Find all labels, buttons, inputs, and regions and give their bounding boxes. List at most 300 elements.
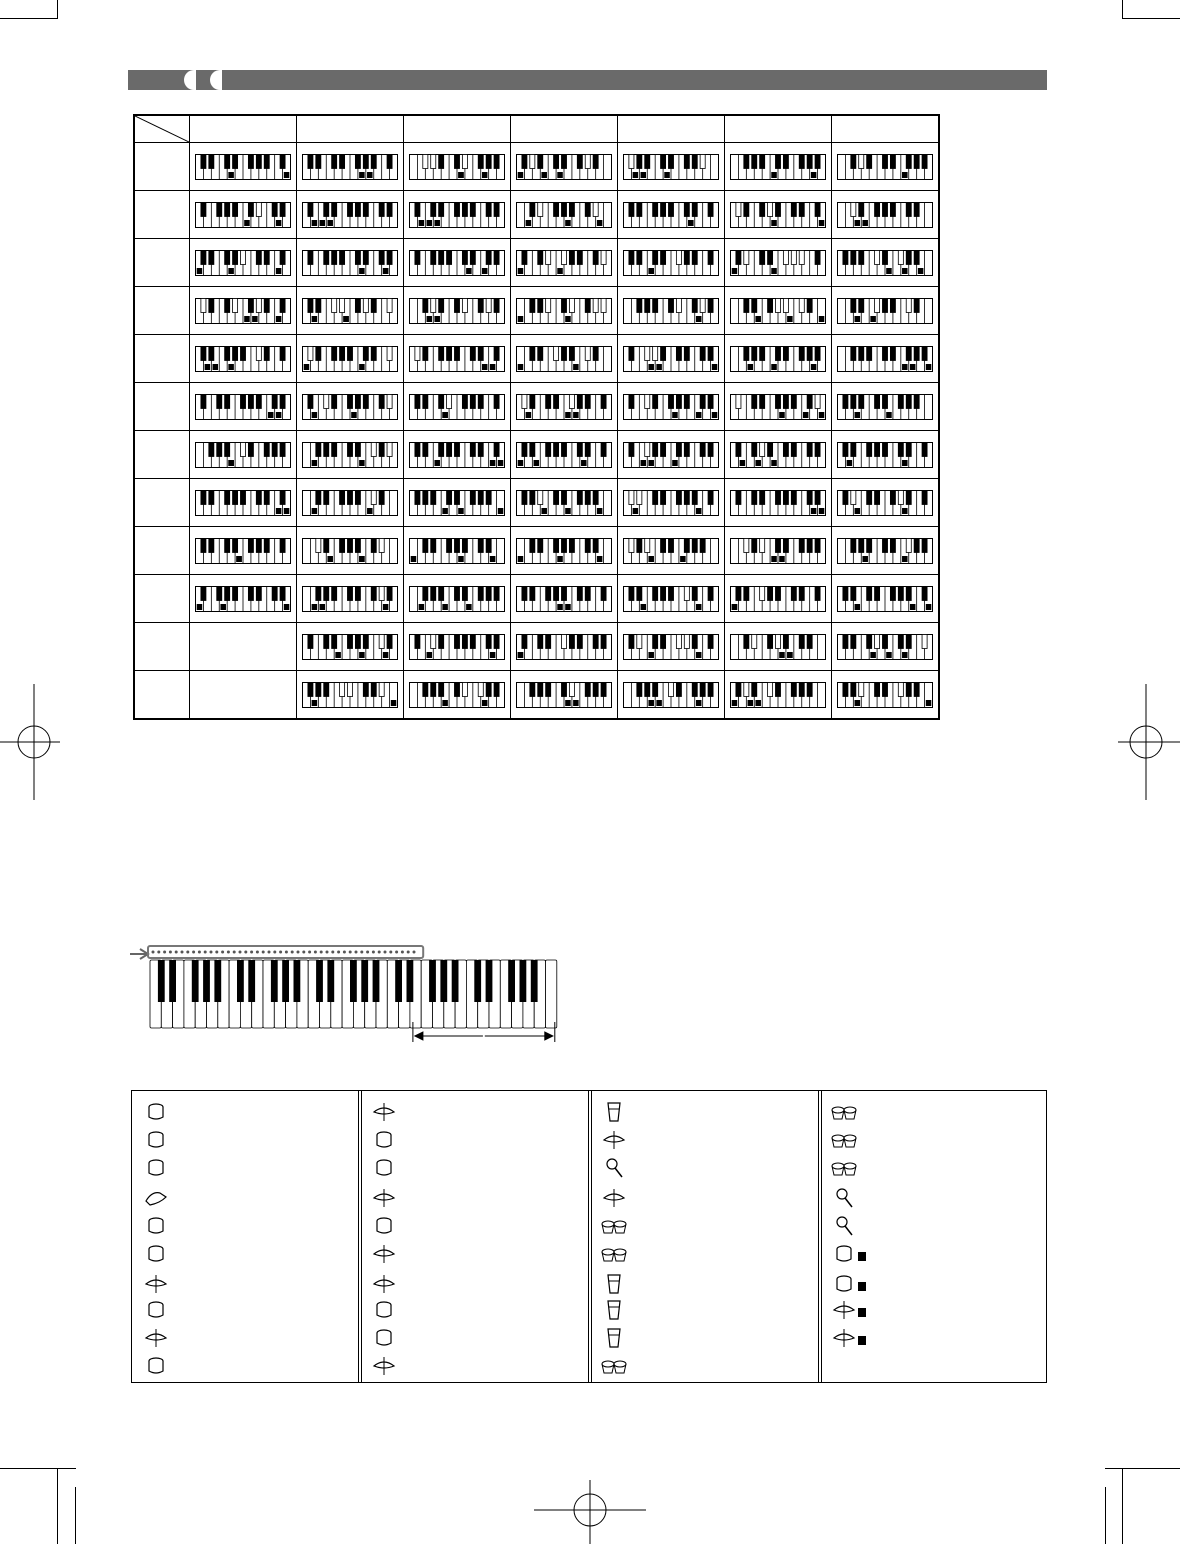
drum-mini-icon: [413, 951, 416, 954]
chord-cell: [297, 287, 404, 335]
drum-mini-icon: [210, 951, 213, 954]
drum-mini-icon: [215, 951, 218, 954]
chord-cell: [404, 623, 511, 671]
drum-mini-icon: [221, 951, 224, 954]
chord-cell: [511, 383, 618, 431]
black-key: [361, 960, 368, 1002]
mini-keyboard-icon: [837, 634, 933, 660]
drum-mini-icon: [401, 951, 404, 954]
ride-cymbal-icon: [598, 1185, 638, 1211]
chord-cell: [618, 575, 725, 623]
chord-cell: [297, 191, 404, 239]
bass-drum-alt-icon: [828, 1241, 868, 1267]
chord-cell: [404, 575, 511, 623]
registration-mark: [1118, 684, 1180, 800]
chord-cell: [297, 479, 404, 527]
chord-cell: [297, 143, 404, 191]
black-key: [373, 960, 380, 1002]
column-header: [190, 115, 297, 143]
chord-cell: [832, 479, 940, 527]
chord-cell: [832, 431, 940, 479]
drum-mini-icon: [343, 951, 346, 954]
table-row: [134, 191, 939, 239]
mini-keyboard-icon: [837, 538, 933, 564]
crop-mark: [1122, 18, 1180, 19]
low-tom-icon: [140, 1353, 180, 1379]
drum-mini-icon: [372, 951, 375, 954]
chord-cell: [190, 383, 297, 431]
drum-mini-icon: [227, 951, 230, 954]
black-key: [327, 960, 334, 1002]
chord-cell: [832, 623, 940, 671]
mini-keyboard-icon: [837, 586, 933, 612]
drum-mini-icon: [355, 951, 358, 954]
drum-mini-icon: [320, 951, 323, 954]
drum-mini-icon: [181, 951, 184, 954]
bongo-low-icon: [598, 1241, 638, 1267]
chord-cell: [404, 671, 511, 720]
mini-keyboard-icon: [623, 490, 719, 516]
mini-keyboard-icon: [623, 442, 719, 468]
drum-mini-icon: [175, 951, 178, 954]
chord-cell: [404, 143, 511, 191]
row-header: [134, 287, 190, 335]
drum-mini-icon: [204, 951, 207, 954]
mini-keyboard-icon: [623, 586, 719, 612]
mini-keyboard-icon: [837, 490, 933, 516]
column-divider: [588, 1091, 592, 1382]
chord-cell: [725, 191, 832, 239]
splash-cymbal-icon: [368, 1353, 408, 1379]
chord-cell: [832, 671, 940, 720]
chord-cell: [832, 383, 940, 431]
black-key: [508, 960, 515, 1002]
chord-cell: [404, 527, 511, 575]
mini-keyboard-icon: [516, 490, 612, 516]
black-key: [429, 960, 436, 1002]
mini-keyboard-icon: [409, 298, 505, 324]
chord-cell: [190, 527, 297, 575]
mini-keyboard-icon: [195, 202, 291, 228]
chord-cell: [404, 431, 511, 479]
drum-mini-icon: [239, 951, 242, 954]
mini-keyboard-icon: [516, 538, 612, 564]
mini-keyboard-icon: [837, 250, 933, 276]
ride-cymbal-icon: [368, 1241, 408, 1267]
chord-cell: [297, 431, 404, 479]
chord-cell: [618, 431, 725, 479]
drum-mini-icon: [326, 951, 329, 954]
drum-mini-icon: [314, 951, 317, 954]
row-header: [134, 143, 190, 191]
mini-keyboard-icon: [730, 298, 826, 324]
mini-keyboard-icon: [730, 634, 826, 660]
table-row: [134, 335, 939, 383]
chord-cell: [618, 191, 725, 239]
column-header: [832, 115, 940, 143]
mini-keyboard-icon: [409, 586, 505, 612]
chord-cell: [190, 287, 297, 335]
mini-keyboard-icon: [516, 298, 612, 324]
chord-cell: [725, 239, 832, 287]
mini-keyboard-icon: [516, 346, 612, 372]
row-header: [134, 527, 190, 575]
mini-keyboard-icon: [730, 586, 826, 612]
row-header: [134, 239, 190, 287]
black-key: [395, 960, 402, 1002]
conga-mute-icon: [598, 1271, 638, 1297]
hihat-alt-icon: [828, 1297, 868, 1323]
chord-cell: [832, 575, 940, 623]
black-key: [407, 960, 414, 1002]
chord-cell: [832, 335, 940, 383]
column-header: [511, 115, 618, 143]
chord-cell: [725, 479, 832, 527]
bass-drum-icon: [140, 1099, 180, 1125]
maracas-icon: [828, 1213, 868, 1239]
agogo-high-icon: [828, 1127, 868, 1153]
mini-keyboard-icon: [302, 586, 398, 612]
high-tom-icon: [368, 1213, 408, 1239]
black-key: [531, 960, 538, 1002]
column-header: [297, 115, 404, 143]
table-row: [134, 287, 939, 335]
double-arrow-icon: [415, 1032, 553, 1040]
mid-tom-icon: [368, 1155, 408, 1181]
chord-cell: [404, 191, 511, 239]
chord-cell: [725, 287, 832, 335]
mini-keyboard-icon: [623, 538, 719, 564]
mini-keyboard-icon: [302, 250, 398, 276]
mini-keyboard-icon: [623, 154, 719, 180]
chord-cell: [190, 575, 297, 623]
mini-keyboard-icon: [516, 250, 612, 276]
mini-keyboard-icon: [195, 394, 291, 420]
mini-keyboard-icon: [516, 442, 612, 468]
column-header: [404, 115, 511, 143]
chord-cell: [297, 335, 404, 383]
mini-keyboard-icon: [623, 394, 719, 420]
chord-cell: [190, 335, 297, 383]
mini-keyboard-icon: [516, 202, 612, 228]
table-row: [134, 383, 939, 431]
chord-cell: [511, 191, 618, 239]
mini-keyboard-icon: [623, 202, 719, 228]
mini-keyboard-icon: [195, 154, 291, 180]
mini-keyboard-icon: [623, 634, 719, 660]
mini-keyboard-icon: [730, 682, 826, 708]
row-header: [134, 575, 190, 623]
chord-cell: [725, 431, 832, 479]
chord-cell: [511, 239, 618, 287]
crop-mark: [1105, 1487, 1106, 1544]
mini-keyboard-icon: [195, 538, 291, 564]
mini-keyboard-icon: [302, 442, 398, 468]
header-bar: [128, 70, 1047, 90]
chord-cell: [618, 479, 725, 527]
mini-keyboard-icon: [516, 634, 612, 660]
drum-mini-icon: [186, 951, 189, 954]
chord-cell: [832, 239, 940, 287]
drum-mini-icon: [360, 951, 363, 954]
chord-cell: [618, 623, 725, 671]
mini-keyboard-icon: [302, 538, 398, 564]
mini-keyboard-icon: [623, 346, 719, 372]
chord-cell: [190, 431, 297, 479]
table-row: [134, 239, 939, 287]
mini-keyboard-icon: [409, 490, 505, 516]
row-header: [134, 623, 190, 671]
mini-keyboard-icon: [837, 298, 933, 324]
chord-cell: [404, 335, 511, 383]
registration-mark: [0, 684, 60, 800]
mini-keyboard-icon: [837, 682, 933, 708]
chord-cell: [725, 335, 832, 383]
mini-keyboard-icon: [409, 154, 505, 180]
table-row: [134, 623, 939, 671]
chord-cell: [511, 671, 618, 720]
mini-keyboard-icon: [302, 346, 398, 372]
crash-cymbal-icon: [598, 1127, 638, 1153]
cabasa-icon: [828, 1185, 868, 1211]
table-header-row: [134, 115, 939, 143]
crop-mark: [1105, 1468, 1180, 1469]
mini-keyboard-icon: [837, 154, 933, 180]
drum-mini-icon: [331, 951, 334, 954]
column-header: [618, 115, 725, 143]
mini-keyboard-icon: [730, 346, 826, 372]
black-key: [316, 960, 323, 1002]
mini-keyboard-icon: [195, 442, 291, 468]
mini-keyboard-icon: [409, 682, 505, 708]
column-header: [725, 115, 832, 143]
vibraslap-icon: [598, 1155, 638, 1181]
chord-cell: [618, 287, 725, 335]
closed-hihat-icon: [140, 1271, 180, 1297]
timbale-low-icon: [828, 1099, 868, 1125]
hand-clap-icon: [140, 1185, 180, 1211]
full-keyboard-icon: [130, 942, 570, 1046]
mini-keyboard-icon: [302, 490, 398, 516]
drum-mini-icon: [389, 951, 392, 954]
mini-keyboard-icon: [730, 154, 826, 180]
tambourine-icon: [368, 1325, 408, 1351]
chord-cell: [297, 575, 404, 623]
drum-mini-icon: [273, 951, 276, 954]
chord-cell: [511, 335, 618, 383]
ride-bell-icon: [368, 1297, 408, 1323]
crop-mark: [57, 0, 58, 18]
black-key: [214, 960, 221, 1002]
conga-open-icon: [598, 1297, 638, 1323]
chord-cell: [404, 383, 511, 431]
mini-keyboard-icon: [409, 442, 505, 468]
chord-cell: [511, 527, 618, 575]
drum-mini-icon: [366, 951, 369, 954]
row-header: [134, 191, 190, 239]
chord-cell: [190, 671, 297, 720]
chord-cell: [725, 143, 832, 191]
chord-cell: [618, 527, 725, 575]
chord-cell: [832, 191, 940, 239]
bongo-high-icon: [598, 1213, 638, 1239]
black-key: [271, 960, 278, 1002]
black-key: [158, 960, 165, 1002]
mid-tom-icon: [368, 1127, 408, 1153]
chord-cell: [618, 335, 725, 383]
snare-drum-icon: [140, 1213, 180, 1239]
drum-mini-icon: [157, 951, 160, 954]
black-key: [440, 960, 447, 1002]
chord-table: [133, 114, 940, 720]
mini-keyboard-icon: [195, 250, 291, 276]
black-key: [192, 960, 199, 1002]
drum-mini-icon: [198, 951, 201, 954]
registration-mark: [534, 1480, 646, 1544]
mini-keyboard-icon: [302, 634, 398, 660]
timbale-high-icon: [598, 1353, 638, 1379]
cowbell-icon: [598, 1099, 638, 1125]
mini-keyboard-icon: [837, 346, 933, 372]
drum-mini-icon: [169, 951, 172, 954]
crop-mark: [1122, 1468, 1123, 1544]
crop-mark: [57, 1468, 58, 1544]
mini-keyboard-icon: [837, 394, 933, 420]
mini-keyboard-icon: [409, 346, 505, 372]
chord-cell: [297, 527, 404, 575]
drum-mini-icon: [302, 951, 305, 954]
chord-cell: [297, 239, 404, 287]
chord-cell: [725, 623, 832, 671]
drum-mini-icon: [407, 951, 410, 954]
black-key: [248, 960, 255, 1002]
mini-keyboard-icon: [730, 490, 826, 516]
table-row: [134, 575, 939, 623]
chord-cell: [190, 239, 297, 287]
drum-mini-icon: [233, 951, 236, 954]
chord-cell: [190, 191, 297, 239]
row-header: [134, 671, 190, 720]
black-key: [294, 960, 301, 1002]
snare-alt-icon: [828, 1271, 868, 1297]
chord-cell: [618, 239, 725, 287]
floor-tom-icon: [140, 1297, 180, 1323]
mini-keyboard-icon: [516, 394, 612, 420]
black-key: [282, 960, 289, 1002]
chord-cell: [190, 623, 297, 671]
mini-keyboard-icon: [730, 538, 826, 564]
drum-mini-icon: [163, 951, 166, 954]
floor-tom-icon: [140, 1241, 180, 1267]
drum-mini-icon: [192, 951, 195, 954]
chord-cell: [725, 383, 832, 431]
row-header: [134, 479, 190, 527]
crop-mark: [0, 1468, 76, 1469]
drum-assignment-box: [131, 1090, 1047, 1383]
row-header: [134, 335, 190, 383]
agogo-low-icon: [828, 1155, 868, 1181]
black-key: [520, 960, 527, 1002]
mini-keyboard-icon: [195, 298, 291, 324]
chord-cell: [190, 143, 297, 191]
table-row: [134, 479, 939, 527]
drum-mini-icon: [268, 951, 271, 954]
mini-keyboard-icon: [302, 202, 398, 228]
drum-mini-icon: [244, 951, 247, 954]
chord-cell: [832, 287, 940, 335]
drum-mini-icon: [291, 951, 294, 954]
chord-cell: [297, 671, 404, 720]
mini-keyboard-icon: [516, 586, 612, 612]
pedal-hihat-icon: [140, 1325, 180, 1351]
chord-cell: [725, 575, 832, 623]
black-key: [169, 960, 176, 1002]
chord-cell: [832, 143, 940, 191]
black-key: [474, 960, 481, 1002]
row-header: [134, 431, 190, 479]
mini-keyboard-icon: [302, 298, 398, 324]
column-divider: [358, 1091, 362, 1382]
chord-cell: [404, 479, 511, 527]
chinese-cymbal-icon: [368, 1271, 408, 1297]
drum-mini-icon: [262, 951, 265, 954]
mini-keyboard-icon: [730, 202, 826, 228]
mini-keyboard-icon: [195, 490, 291, 516]
mini-keyboard-icon: [409, 634, 505, 660]
crash-cymbal-icon: [368, 1185, 408, 1211]
chord-cell: [511, 623, 618, 671]
drum-mini-icon: [337, 951, 340, 954]
table-row: [134, 143, 939, 191]
mini-keyboard-icon: [302, 394, 398, 420]
mini-keyboard-icon: [730, 394, 826, 420]
crop-mark: [0, 18, 58, 19]
mini-keyboard-icon: [730, 250, 826, 276]
mini-keyboard-icon: [195, 586, 291, 612]
mini-keyboard-icon: [623, 298, 719, 324]
chord-cell: [511, 431, 618, 479]
drum-mini-icon: [378, 951, 381, 954]
crop-mark: [75, 1487, 76, 1544]
chord-cell: [725, 527, 832, 575]
chord-cell: [190, 479, 297, 527]
chord-cell: [618, 383, 725, 431]
crop-mark: [1122, 0, 1123, 18]
chord-cell: [618, 671, 725, 720]
mini-keyboard-icon: [302, 682, 398, 708]
chord-cell: [511, 287, 618, 335]
drum-mini-icon: [256, 951, 259, 954]
mini-keyboard-icon: [516, 682, 612, 708]
drum-mini-icon: [384, 951, 387, 954]
drum-mini-icon: [285, 951, 288, 954]
drum-mini-icon: [152, 951, 155, 954]
drum-mini-icon: [395, 951, 398, 954]
chord-cell: [297, 383, 404, 431]
table-row: [134, 671, 939, 720]
corner-cell: [134, 115, 190, 143]
white-key: [546, 960, 557, 1028]
column-divider: [818, 1091, 822, 1382]
snare-drum-icon: [140, 1127, 180, 1153]
mini-keyboard-icon: [623, 250, 719, 276]
arrow-right-icon: [130, 949, 148, 959]
mini-keyboard-icon: [837, 442, 933, 468]
chord-cell: [297, 623, 404, 671]
chord-cell: [832, 527, 940, 575]
table-row: [134, 527, 939, 575]
chord-cell: [725, 671, 832, 720]
